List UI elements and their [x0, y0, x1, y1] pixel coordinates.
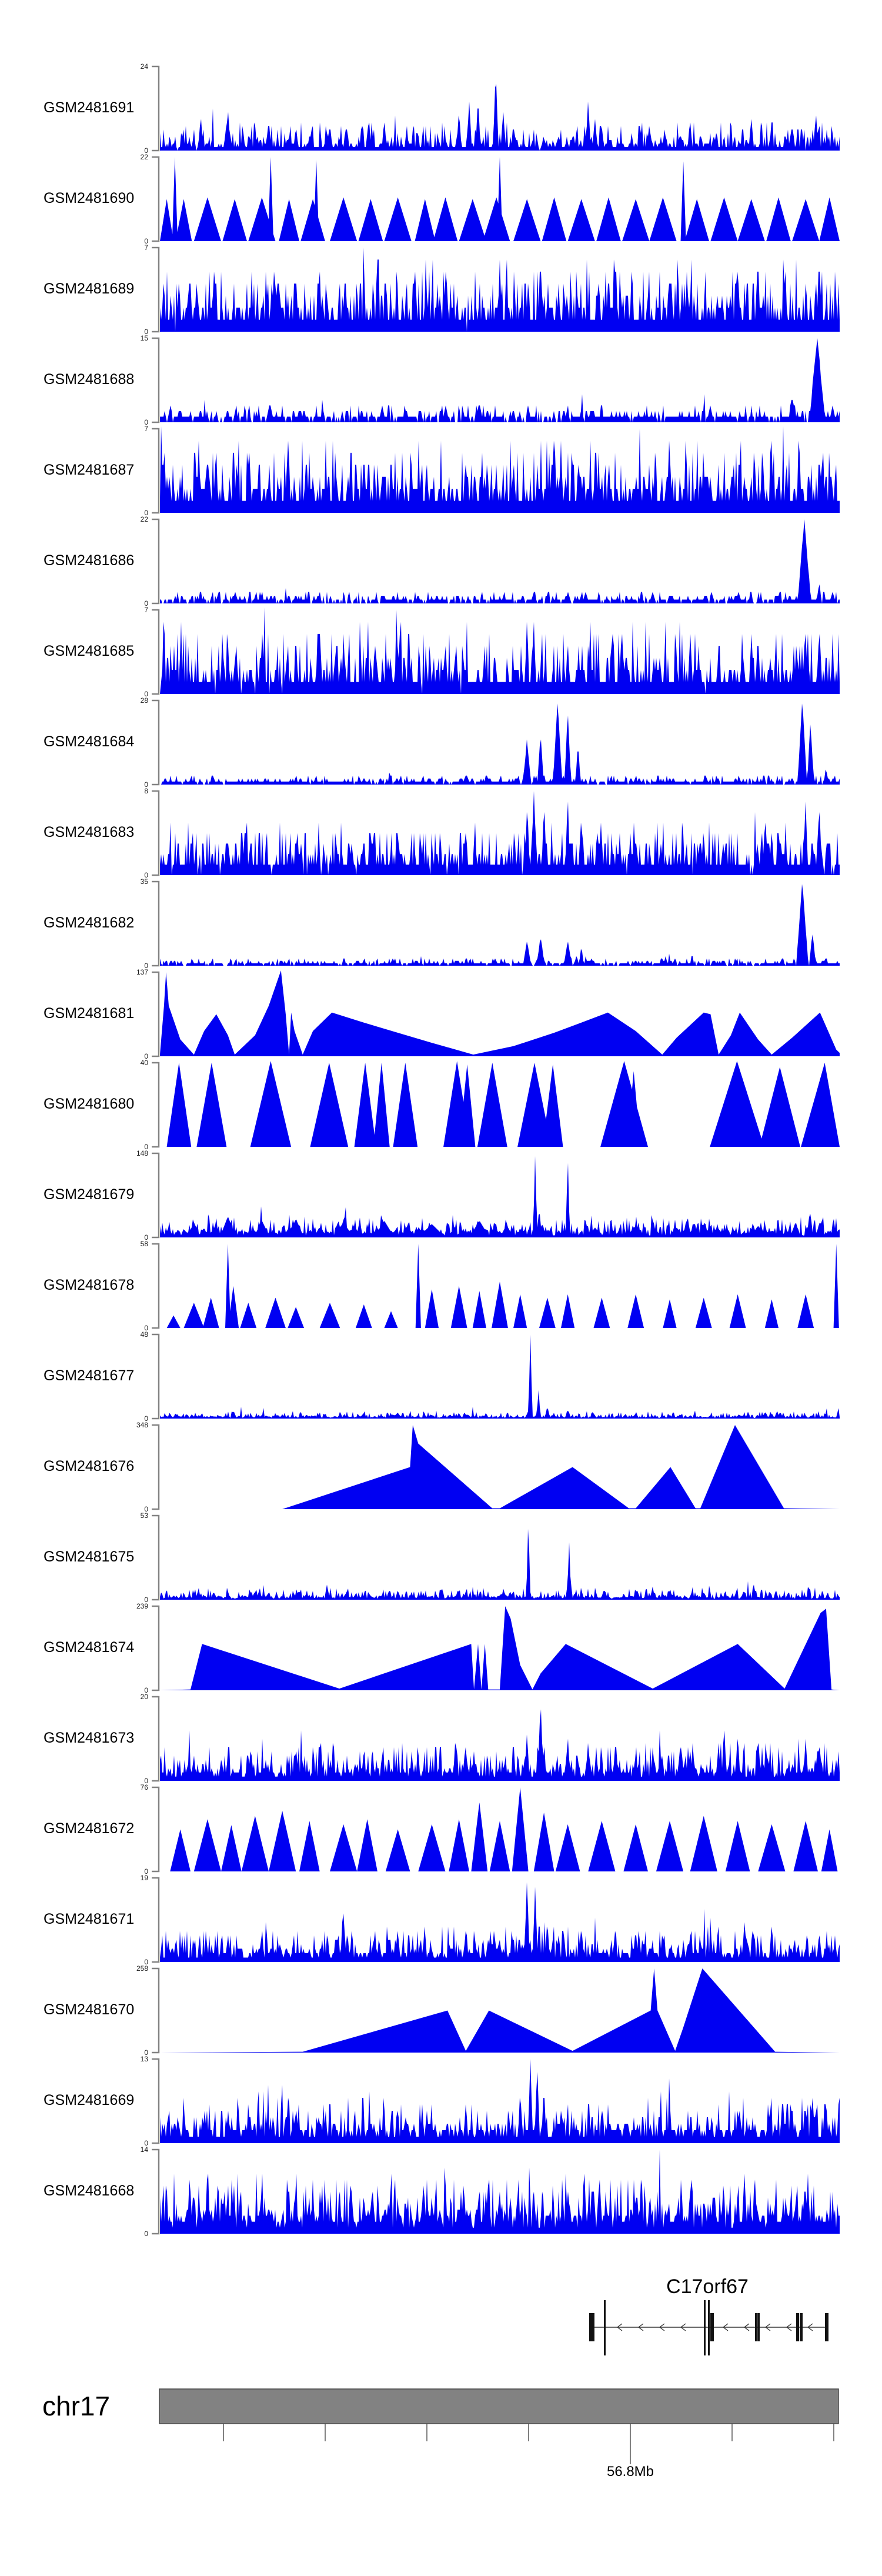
gene-exon [825, 2313, 828, 2341]
signal-area [160, 1968, 840, 2053]
track-ymax-label: 22 [140, 153, 148, 161]
track-y-axis [152, 610, 159, 694]
track-label: GSM2481676 [44, 1458, 135, 1474]
signal-area [160, 157, 840, 241]
track-ymax-label: 24 [140, 62, 148, 71]
gene-exon [757, 2313, 760, 2341]
track-ymax-label: 76 [140, 1783, 148, 1791]
signal-area [160, 1787, 840, 1871]
track-ymin-label: 0 [144, 1958, 148, 1966]
track-ymin-label: 0 [144, 237, 148, 245]
track-label: GSM2481690 [44, 190, 135, 206]
track-ymin-label: 0 [144, 871, 148, 879]
track-ymax-label: 15 [140, 334, 148, 342]
track-label: GSM2481674 [44, 1639, 135, 1656]
signal-area [160, 884, 840, 966]
track-label: GSM2481685 [44, 643, 135, 659]
track-ymin-label: 0 [144, 1867, 148, 1876]
track-label: GSM2481668 [44, 2183, 135, 2199]
signal-area [160, 1244, 840, 1328]
track-ymin-label: 0 [144, 2139, 148, 2147]
track-ymax-label: 258 [136, 1964, 148, 1973]
track-y-axis [152, 1516, 159, 1600]
track-ymin-label: 0 [144, 146, 148, 155]
track-y-axis [152, 972, 159, 1056]
track-ymin-label: 0 [144, 780, 148, 789]
track-ymax-label: 7 [144, 425, 148, 433]
track-ymax-label: 13 [140, 2055, 148, 2063]
signal-area [160, 608, 840, 694]
track-ymax-label: 58 [140, 1240, 148, 1248]
track-ymin-label: 0 [144, 690, 148, 698]
signal-area [160, 970, 840, 1056]
track-label: GSM2481669 [44, 2092, 135, 2108]
track-y-axis [152, 1697, 159, 1781]
track-ymax-label: 137 [136, 968, 148, 976]
track-y-axis [152, 700, 159, 785]
track-y-axis [152, 1878, 159, 1962]
track-y-axis [152, 1787, 159, 1871]
track-ymax-label: 53 [140, 1511, 148, 1520]
track-y-axis [152, 1334, 159, 1419]
signal-area [160, 1425, 840, 1509]
track-label: GSM2481670 [44, 2001, 135, 2018]
track-ymax-label: 48 [140, 1330, 148, 1339]
track-ymin-label: 0 [144, 1143, 148, 1151]
gene-exon [589, 2313, 594, 2341]
track-ymax-label: 14 [140, 2145, 148, 2154]
track-y-axis [152, 2059, 159, 2143]
track-ymin-label: 0 [144, 418, 148, 426]
signal-area [160, 1529, 840, 1600]
track-ymax-label: 8 [144, 787, 148, 795]
track-ymin-label: 0 [144, 1596, 148, 1604]
track-y-axis [152, 1606, 159, 1690]
track-ymin-label: 0 [144, 1414, 148, 1423]
gene-exon [710, 2313, 714, 2341]
track-ymax-label: 239 [136, 1602, 148, 1610]
track-ymax-label: 28 [140, 696, 148, 705]
track-label: GSM2481675 [44, 1549, 135, 1565]
track-y-axis [152, 429, 159, 513]
chromosome-ideogram-bar [159, 2389, 838, 2424]
track-ymin-label: 0 [144, 1052, 148, 1060]
track-ymin-label: 0 [144, 1505, 148, 1513]
track-ymax-label: 148 [136, 1149, 148, 1157]
track-label: GSM2481678 [44, 1277, 135, 1293]
gene-exon [755, 2313, 757, 2341]
track-y-axis [152, 1063, 159, 1147]
signal-area [160, 2150, 840, 2234]
track-y-axis [152, 338, 159, 422]
track-y-axis [152, 157, 159, 241]
track-ymax-label: 348 [136, 1421, 148, 1429]
track-label: GSM2481679 [44, 1186, 135, 1203]
track-ymax-label: 7 [144, 243, 148, 252]
track-ymin-label: 0 [144, 328, 148, 336]
signal-area [160, 338, 840, 422]
track-y-axis [152, 2150, 159, 2234]
track-label: GSM2481671 [44, 1911, 135, 1927]
track-y-axis [152, 1244, 159, 1328]
track-ymin-label: 0 [144, 1324, 148, 1332]
track-ymin-label: 0 [144, 1686, 148, 1694]
track-label: GSM2481680 [44, 1096, 135, 1112]
track-ymax-label: 40 [140, 1059, 148, 1067]
signal-area [160, 1709, 840, 1781]
track-ymax-label: 35 [140, 877, 148, 886]
track-y-axis [152, 1425, 159, 1509]
track-y-axis [152, 882, 159, 966]
track-label: GSM2481687 [44, 462, 135, 478]
signal-area [160, 1606, 840, 1690]
signal-area [160, 426, 840, 513]
signal-area [160, 791, 840, 875]
track-label: GSM2481673 [44, 1730, 135, 1746]
track-ymax-label: 22 [140, 515, 148, 523]
coordinate-tick-label: 56.8Mb [606, 2464, 654, 2480]
track-ymin-label: 0 [144, 599, 148, 608]
track-y-axis [152, 791, 159, 875]
signal-area [160, 84, 840, 151]
signal-area [160, 1335, 840, 1419]
signal-area [160, 703, 840, 785]
track-label: GSM2481689 [44, 281, 135, 297]
signal-area [160, 2059, 840, 2143]
track-label: GSM2481681 [44, 1005, 135, 1022]
track-ymin-label: 0 [144, 509, 148, 517]
track-y-axis [152, 1968, 159, 2053]
chromosome-label: chr17 [42, 2391, 111, 2421]
track-ymin-label: 0 [144, 2048, 148, 2057]
track-ymin-label: 0 [144, 962, 148, 970]
gene-exon [800, 2313, 803, 2341]
signal-area [160, 1156, 840, 1237]
signal-area [160, 248, 840, 332]
track-y-axis [152, 519, 159, 603]
track-y-axis [152, 248, 159, 332]
track-ymin-label: 0 [144, 2230, 148, 2238]
gene-exon [704, 2300, 706, 2355]
gene-exon [604, 2300, 606, 2355]
track-ymin-label: 0 [144, 1777, 148, 1785]
gene-exon [796, 2313, 799, 2341]
signal-area [160, 519, 840, 603]
signal-area [160, 1883, 840, 1963]
track-label: GSM2481672 [44, 1820, 135, 1837]
track-label: GSM2481688 [44, 371, 135, 388]
gene-exon [708, 2300, 710, 2355]
track-y-axis [152, 66, 159, 151]
track-label: GSM2481686 [44, 552, 135, 569]
track-ymax-label: 19 [140, 1874, 148, 1882]
track-label: GSM2481683 [44, 824, 135, 840]
track-ymin-label: 0 [144, 1233, 148, 1242]
gene-name-label: C17orf67 [666, 2275, 749, 2298]
track-label: GSM2481684 [44, 733, 135, 750]
track-ymax-label: 20 [140, 1693, 148, 1701]
track-label: GSM2481677 [44, 1367, 135, 1384]
track-y-axis [152, 1153, 159, 1237]
track-ymax-label: 7 [144, 606, 148, 614]
track-label: GSM2481682 [44, 915, 135, 931]
signal-area [160, 1061, 840, 1147]
track-label: GSM2481691 [44, 99, 135, 116]
